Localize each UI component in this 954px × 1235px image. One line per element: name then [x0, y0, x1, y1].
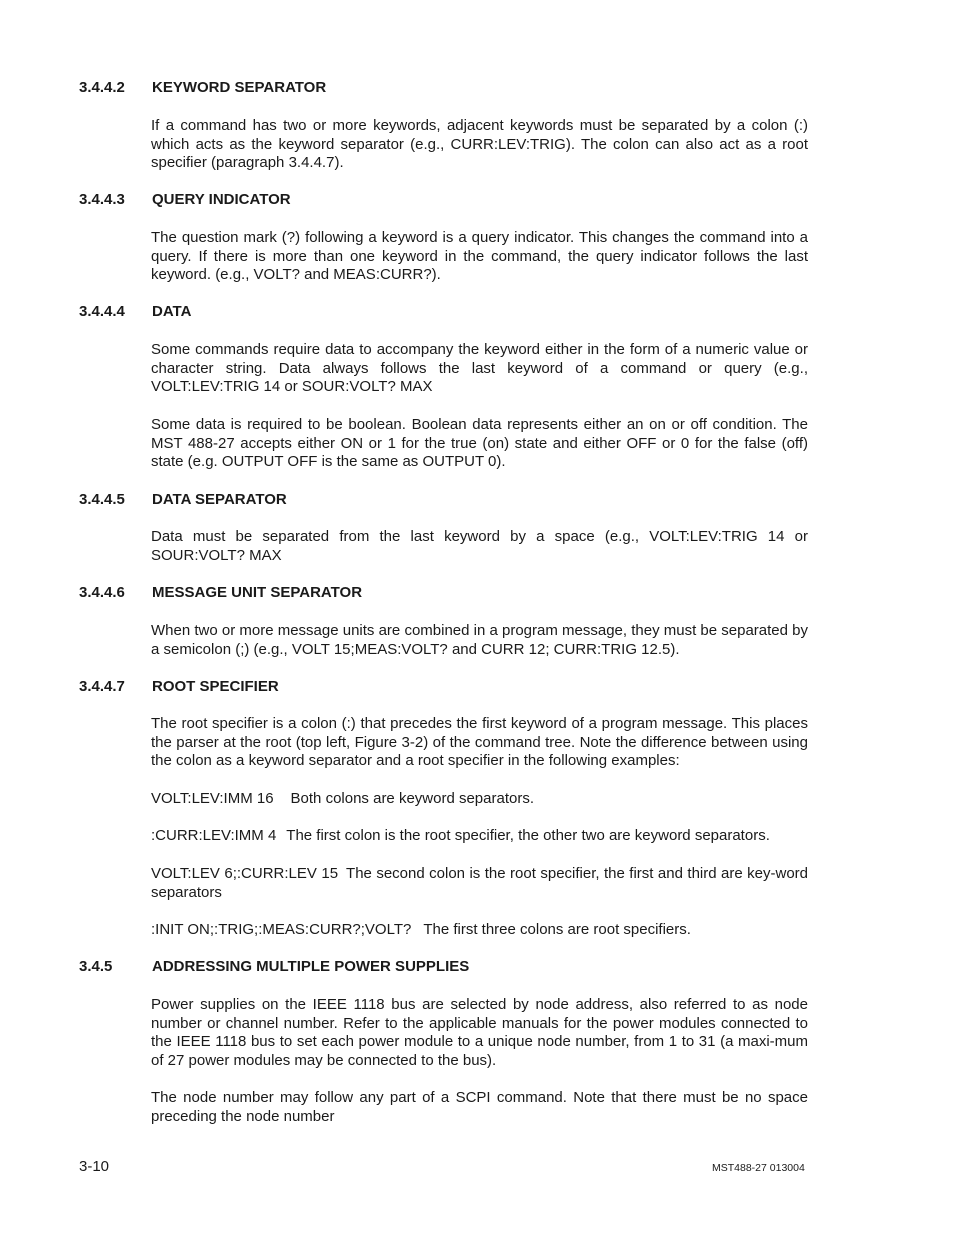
section-heading-message-unit-separator: 3.4.4.6 MESSAGE UNIT SEPARATOR [79, 584, 363, 601]
section-heading-data-separator: 3.4.4.5 DATA SEPARATOR [79, 491, 287, 508]
example-4: :INIT ON;:TRIG;:MEAS:CURR?;VOLT? The first three colons are root specifiers. [151, 921, 691, 938]
paragraph-query-indicator: The question mark (?) following a keyword is a query indicator. This changes the command into a query. If there is more than one keyword in the command, the query indicator follows the last keyword. (e.g., VOLT? and MEAS:CURR?). [151, 229, 808, 284]
paragraph-addressing-1: Power supplies on the IEEE 1118 bus are selected by node address, also referred to as node number or channel number. Refer to the applicable manuals for the power modules connected to the IEEE 1118 bus to set each power module to a unique node number, from 1 to 31 (a maxi-mum of 27 power modules may be connected to the bus). [151, 996, 808, 1070]
section-heading-addressing-multiple-power-supplies: 3.4.5 ADDRESSING MULTIPLE POWER SUPPLIES [79, 958, 470, 975]
section-heading-keyword-separator: 3.4.4.2 KEYWORD SEPARATOR [79, 79, 327, 96]
example-1: VOLT:LEV:IMM 16 Both colons are keyword separators. [151, 790, 535, 807]
page-number: 3-10 [79, 1158, 110, 1175]
paragraph-data-separator: Data must be separated from the last keyword by a space (e.g., VOLT:LEV:TRIG 14 or SOUR:VOLT? MAX [151, 528, 808, 564]
paragraph-addressing-2: The node number may follow any part of a SCPI command. Note that there must be no space preceding the node number [151, 1089, 808, 1125]
paragraph-data-1: Some commands require data to accompany the keyword either in the form of a numeric value or character string. Data always follows the last keyword of a command or query (e.g., VOLT:LEV:TRIG 14 or SOUR:VOLT? MAX [151, 341, 808, 396]
section-heading-query-indicator: 3.4.4.3 QUERY INDICATOR [79, 191, 291, 208]
document-id: MST488-27 013004 [712, 1162, 805, 1174]
paragraph-root-specifier: The root specifier is a colon (:) that precedes the first keyword of a program message. This places the parser at the root (top left, Figure 3-2) of the command tree. Note the difference between using the colon as a keyword separator and a root specifier in the following examples: [151, 715, 808, 770]
paragraph-keyword-separator: If a command has two or more keywords, adjacent keywords must be separated by a colon (:) which acts as the keyword separator (e.g., CURR:LEV:TRIG). The colon can also act as a root specifier (paragraph 3.4.4.7). [151, 117, 808, 172]
paragraph-message-unit-separator: When two or more message units are combined in a program message, they must be separated by a semicolon (;) (e.g., VOLT 15;MEAS:VOLT? and CURR 12; CURR:TRIG 12.5). [151, 622, 808, 658]
section-heading-data: 3.4.4.4 DATA [79, 303, 192, 320]
paragraph-data-2: Some data is required to be boolean. Boolean data represents either an on or off condition. The MST 488-27 accepts either ON or 1 for the true (on) state and either OFF or 0 for the false (off) state (e.g. OUTPUT OFF is the same as OUTPUT 0). [151, 416, 808, 471]
example-2: :CURR:LEV:IMM 4 The first colon is the root specifier, the other two are keyword separators. [151, 827, 770, 844]
section-heading-root-specifier: 3.4.4.7 ROOT SPECIFIER [79, 678, 279, 695]
example-3: VOLT:LEV 6;:CURR:LEV 15 The second colon is the root specifier, the first and third are key-word separators [151, 865, 809, 901]
